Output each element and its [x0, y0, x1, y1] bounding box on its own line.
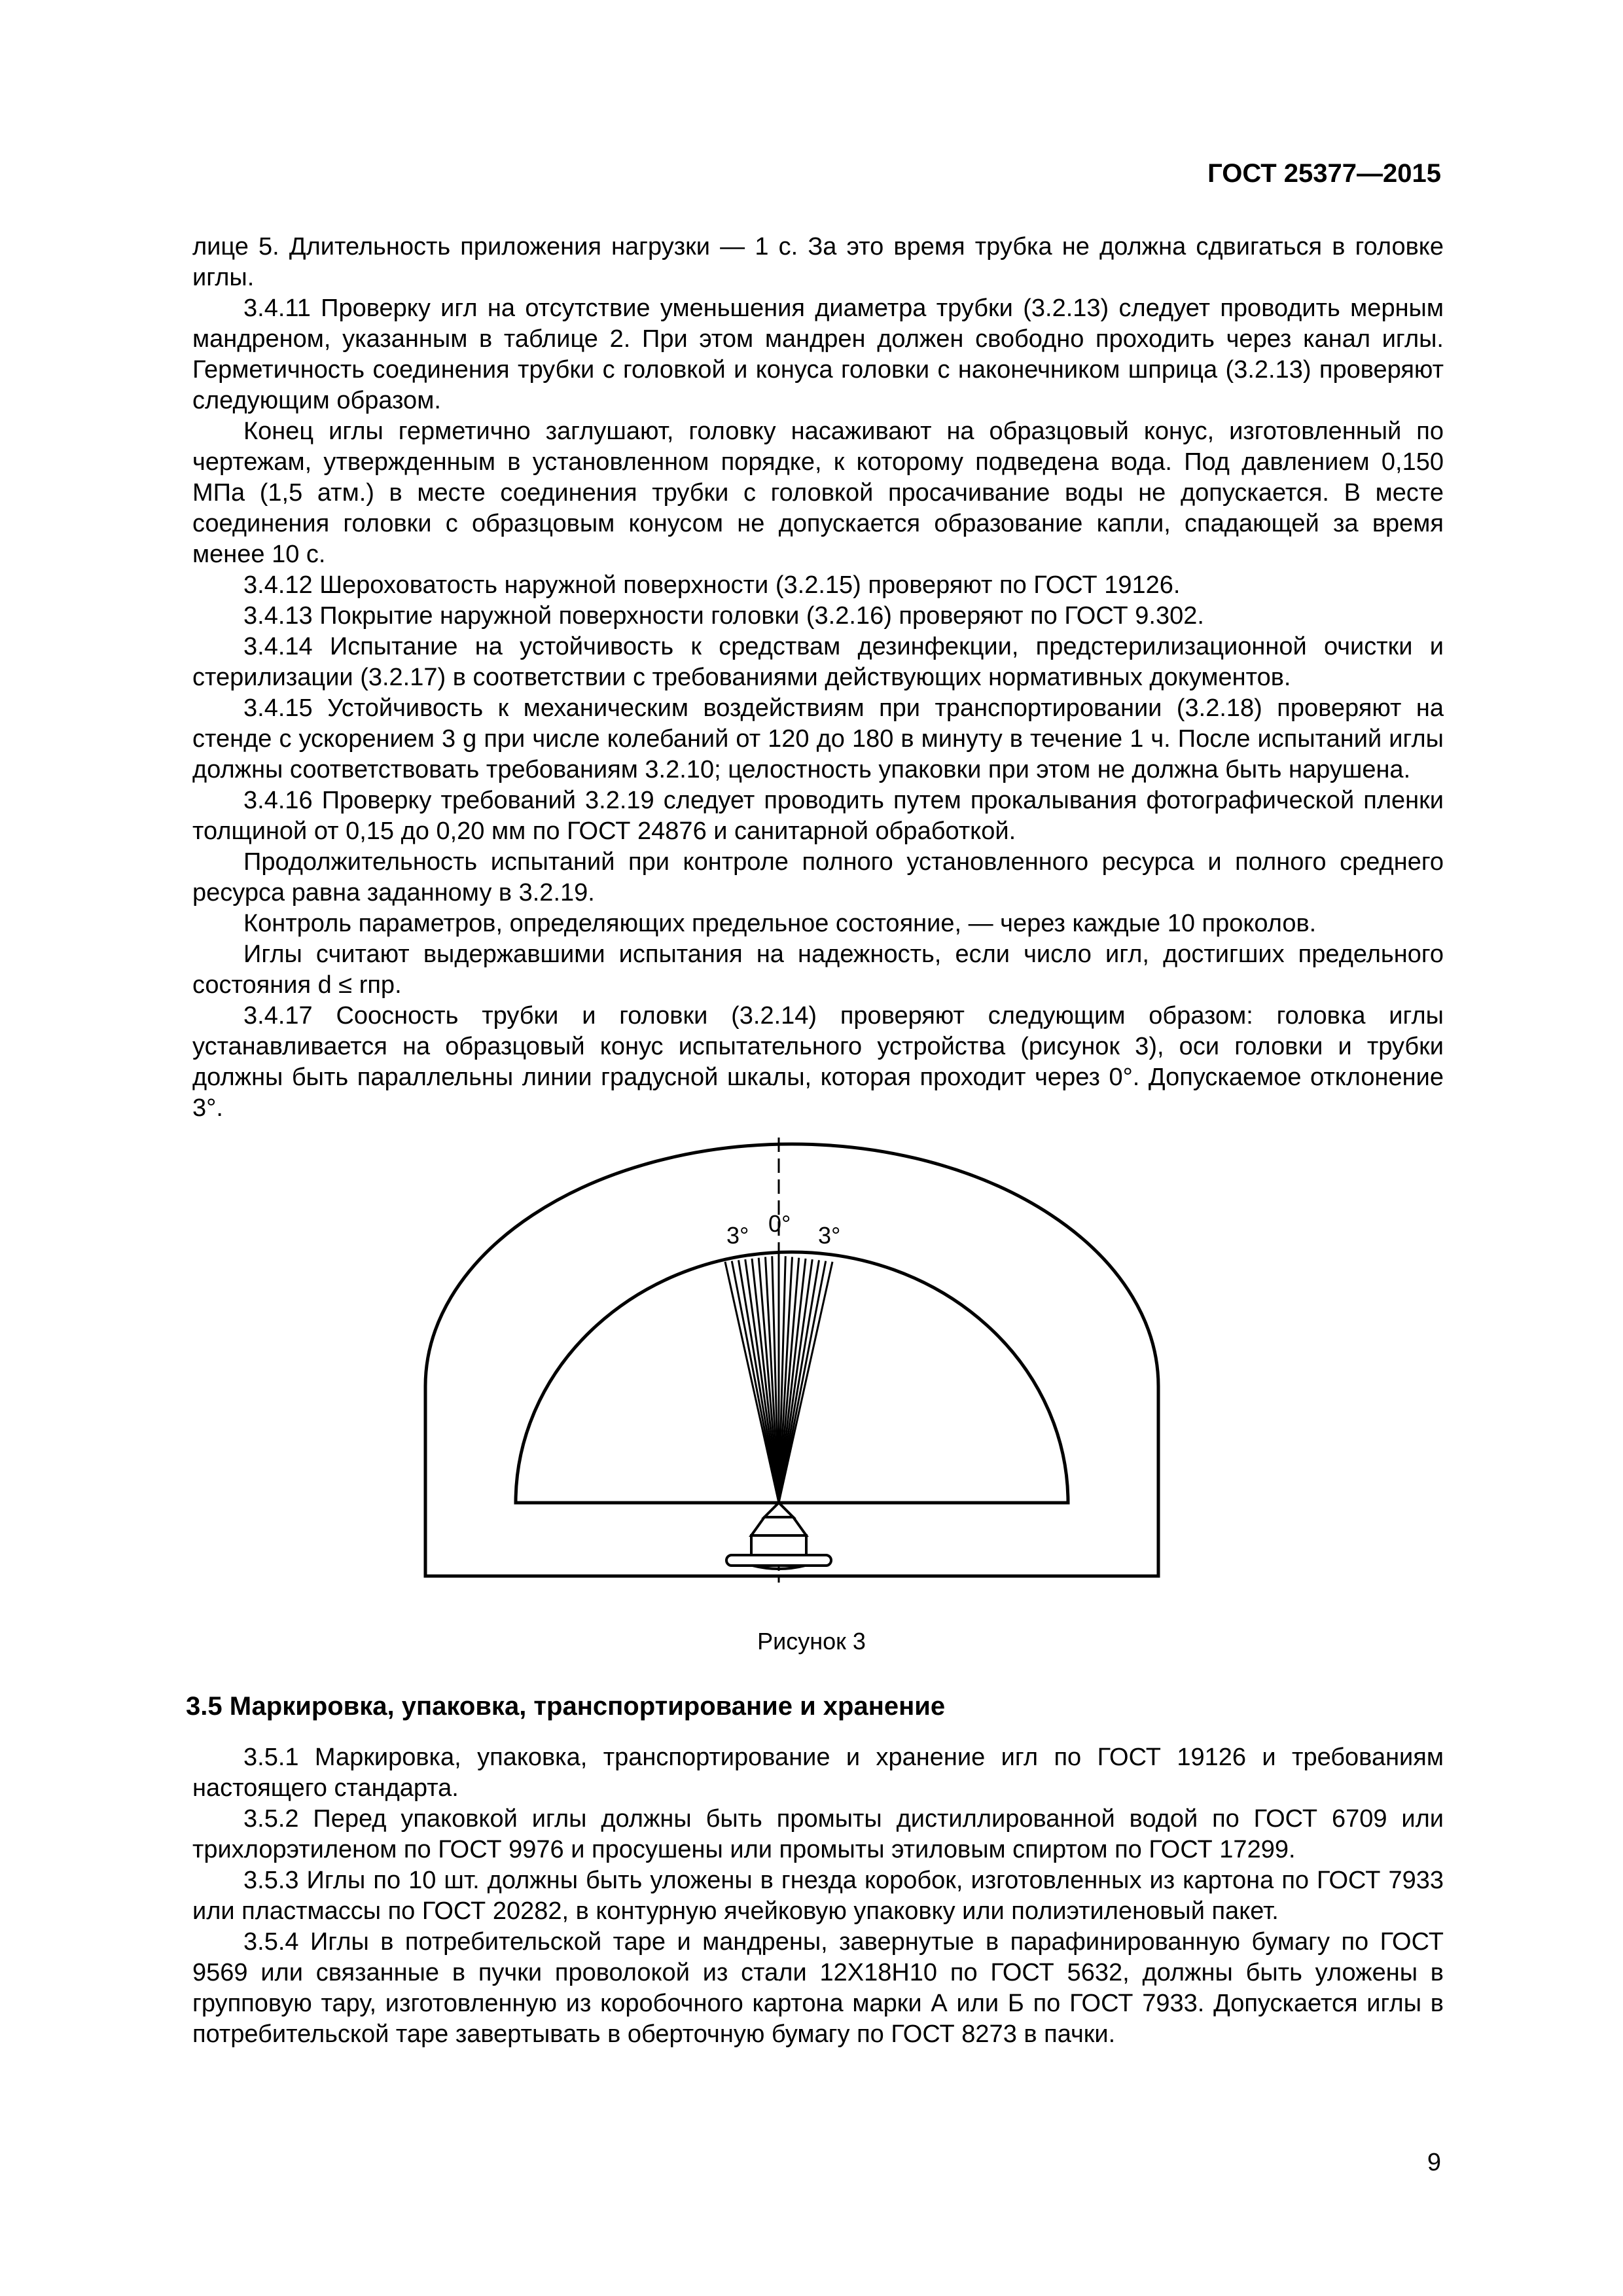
figure-3 [0, 1138, 1623, 1583]
paragraph: лице 5. Длительность приложения нагрузки — 1 с. За это время трубка не должна сдвигаться в головке иглы. [192, 233, 1444, 291]
paragraph: 3.5.1 Маркировка, упаковка, транспортирование и хранение игл по ГОСТ 19126 и требованиям настоящего стандарта. [192, 1744, 1444, 1802]
paragraph: Продолжительность испытаний при контроле полного установленного ресурса и полного среднего ресурса равна заданному в 3.2.19. [192, 848, 1444, 906]
paragraph: 3.4.11 Проверку игл на отсутствие уменьшения диаметра трубки (3.2.13) следует проводить мерным мандреном, указанным в таблице 2. При этом мандрен должен свободно проходить через канал иглы. Герметичность соединения трубки с головкой и конуса головки с наконечником шприца (3.2.13) проверяют следующим образом. [192, 295, 1444, 414]
paragraph: 3.4.12 Шероховатость наружной поверхности (3.2.15) проверяют по ГОСТ 19126. [243, 571, 1181, 599]
paragraph: 3.5.4 Иглы в потребительской таре и мандрены, завернутые в парафинированную бумагу по ГОСТ 9569 или связанные в пучки проволокой из стали 12Х18Н10 по ГОСТ 5632, должны быть уложены в групповую тару, изготовленную из коробочного картона марки А или Б по ГОСТ 7933. Допускается иглы в потребительской таре завертывать в оберточную бумагу по ГОСТ 8273 в пачки. [192, 1928, 1444, 2048]
paragraph: Контроль параметров, определяющих предельное состояние, — через каждые 10 проколов. [243, 910, 1317, 937]
label-right-angle: 3° [818, 1222, 841, 1249]
paragraph: 3.4.17 Соосность трубки и головки (3.2.14) проверяют следующим образом: головка иглы устанавливается на образцовый конус испытательного устройства (рисунок 3), оси головки и трубки должны быть параллельны линии градусной шкалы, которая проходит через 0°. Допускаемое отклонение 3°. [192, 1002, 1444, 1122]
scale-line [779, 1262, 832, 1503]
paragraph: 3.4.15 Устойчивость к механическим воздействиям при транспортировании (3.2.18) проверяют на стенде с ускорением 3 g при числе колебаний от 120 до 180 в минуту в течение 1 ч. После испытаний иглы должны соответствовать требованиям 3.2.10; целостность упаковки при этом не должна быть нарушена. [192, 694, 1444, 783]
paragraph: 3.5.3 Иглы по 10 шт. должны быть уложены в гнезда коробок, изготовленных из картона по ГОСТ 7933 или пластмассы по ГОСТ 20282, в контурную ячейковую упаковку или полиэтиленовый пакет. [192, 1867, 1444, 1925]
outer-frame [425, 1144, 1158, 1576]
paragraph: 3.4.16 Проверку требований 3.2.19 следует проводить путем прокалывания фотографической пленки толщиной от 0,15 до 0,20 мм по ГОСТ 24876 и санитарной обработкой. [192, 787, 1444, 845]
protractor-diagram [0, 1138, 1623, 1583]
scale-line [725, 1262, 779, 1503]
sample-cone [726, 1503, 831, 1569]
label-zero-angle: 0° [768, 1210, 791, 1237]
page-number: 9 [1427, 2149, 1441, 2176]
text-block-top [192, 232, 1444, 1124]
paragraph: 3.4.13 Покрытие наружной поверхности головки (3.2.16) проверяют по ГОСТ 9.302. [243, 602, 1204, 630]
section-title: 3.5 Маркировка, упаковка, транспортирование и хранение [186, 1692, 946, 1721]
figure-caption: Рисунок 3 [757, 1628, 866, 1655]
paragraph: 3.5.2 Перед упаковкой иглы должны быть промыты дистиллированной водой по ГОСТ 6709 или трихлорэтиленом по ГОСТ 9976 и просушены или промыты этиловым спиртом по ГОСТ 17299. [192, 1805, 1444, 1863]
text-block-bottom [192, 1742, 1444, 2050]
paragraph: Конец иглы герметично заглушают, головку насаживают на образцовый конус, изготовленный по чертежам, утвержденным в установленном порядке, к которому подведена вода. Под давлением 0,150 МПа (1,5 атм.) в месте соединения трубки с головкой просачивание воды не допускается. В месте соединения головки с образцовым конусом не допускается образование капли, спадающей за время менее 10 с. [192, 418, 1444, 568]
paragraph: Иглы считают выдержавшими испытания на надежность, если число игл, достигших предельного состояния d ≤ rпр. [192, 941, 1444, 999]
scale-lines [725, 1255, 832, 1503]
paragraph: 3.4.14 Испытание на устойчивость к средствам дезинфекции, предстерилизационной очистки и стерилизации (3.2.17) в соответствии с требованиями действующих нормативных документов. [192, 633, 1444, 691]
label-left-angle: 3° [726, 1222, 749, 1249]
document-header: ГОСТ 25377—2015 [1207, 159, 1441, 188]
